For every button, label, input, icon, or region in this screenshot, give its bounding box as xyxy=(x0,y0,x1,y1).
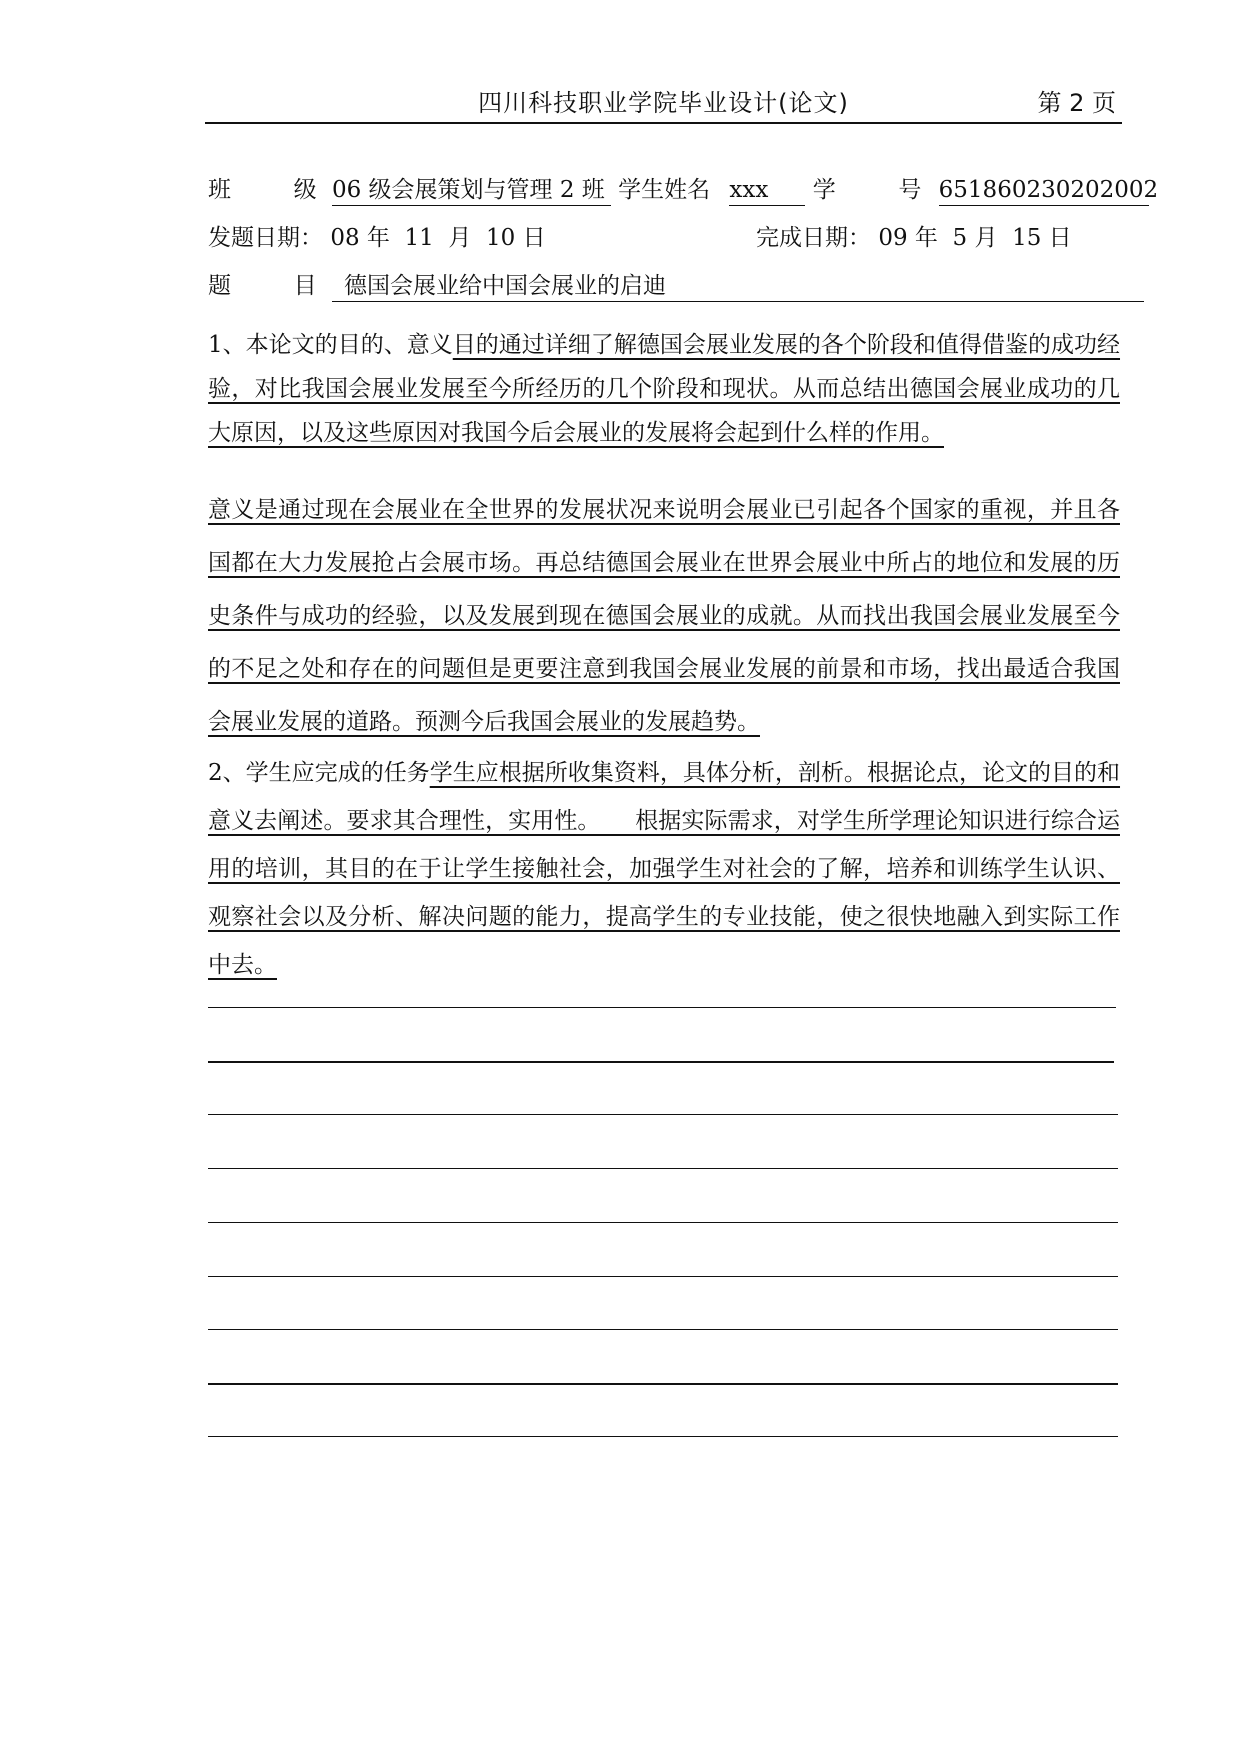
finish-date-label: 完成日期： xyxy=(756,225,871,251)
finish-date-value: 09 年 5 月 15 日 xyxy=(878,225,1072,251)
topic-label-2: 目 xyxy=(293,273,317,299)
blank-line xyxy=(208,1168,1118,1169)
section2-tasks-text: 学生应根据所收集资料，具体分析，剖析。根据论点，论文的目的和意义去阐述。要求其合理性，实用性。 根据实际需求，对学生所学理论知识进行综合运用的培训，其目的在于让学生接触社会，加强学生对社会的了解，培养和训练学生认识、观察社会以及分析、解决问题的能力，提高学生的专业技能，使之很快地融入到实际工作中去。 xyxy=(208,760,1121,978)
section1-heading: 1、本论文的目的、意义 xyxy=(208,332,453,358)
class-label-2: 级 xyxy=(293,177,317,203)
section1-significance-text: 意义是通过现在会展业在全世界的发展状况来说明会展业已引起各个国家的重视，并且各国都在大力发展抢占会展市场。再总结德国会展业在世界会展业中所占的地位和发展的历史条件与成功的经验，以及发展到现在德国会展业的成就。从而找出我国会展业发展至今的不足之处和存在的问题但是更要注意到我国会展业发展的前景和市场，找出最适合我国会展业发展的道路。预测今后我国会展业的发展趋势。 xyxy=(208,497,1120,735)
info-row-topic xyxy=(208,271,1120,302)
student-name-value: xxx xyxy=(729,176,805,206)
blank-line xyxy=(208,1383,1118,1385)
student-id-label-1: 学 xyxy=(812,177,836,203)
header-page-number: 第 2 页 xyxy=(1037,89,1116,117)
blank-line xyxy=(208,1222,1118,1223)
blank-line xyxy=(208,1061,1114,1063)
header-divider xyxy=(205,122,1122,124)
section2-heading: 2、学生应完成的任务 xyxy=(208,760,430,786)
issue-date-label: 发题日期： xyxy=(208,225,323,251)
class-label-1: 班 xyxy=(208,177,231,203)
student-id-value: 651860230202002 xyxy=(939,176,1149,206)
info-row-class xyxy=(208,175,1159,206)
student-id-label-2: 号 xyxy=(898,177,922,203)
issue-date-value: 08 年 11 月 10 日 xyxy=(330,225,546,251)
section1-purpose-text: 目的通过详细了解德国会展业发展的各个阶段和值得借鉴的成功经验，对比我国会展业发展至今所经历的几个阶段和现状。从而总结出德国会展业成功的几大原因，以及这些原因对我国今后会展业的发展将会起到什么样的作用。 xyxy=(208,332,1121,446)
student-name-label: 学生姓名 xyxy=(618,177,711,203)
page-header xyxy=(205,88,1122,124)
blank-line xyxy=(208,1114,1118,1115)
blank-line xyxy=(208,1007,1116,1008)
topic-value: 德国会展业给中国会展业的启迪 xyxy=(332,272,1144,302)
section-significance xyxy=(208,484,1120,749)
info-row-finish xyxy=(756,223,1126,253)
class-value: 06 级会展策划与管理 2 班 xyxy=(332,176,611,206)
header-title: 四川科技职业学院毕业设计(论文) xyxy=(478,89,849,117)
section-purpose-significance xyxy=(208,323,1120,455)
blank-line xyxy=(208,1436,1118,1437)
section-student-tasks xyxy=(208,749,1120,989)
blank-line xyxy=(208,1329,1118,1330)
topic-label-1: 题 xyxy=(208,273,231,299)
blank-line xyxy=(208,1276,1118,1277)
